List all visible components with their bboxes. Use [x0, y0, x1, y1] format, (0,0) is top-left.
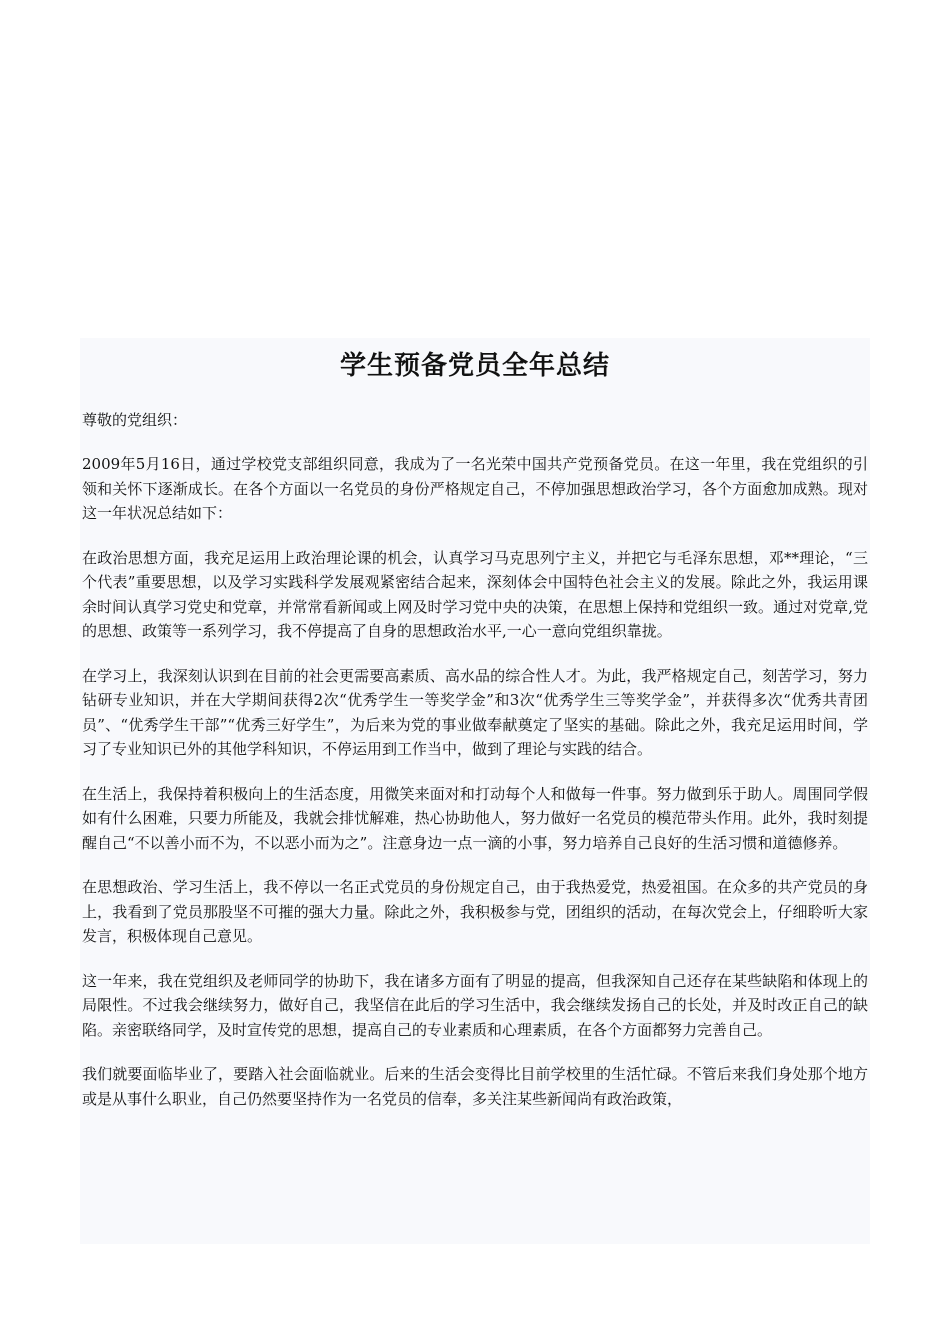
document-content [80, 338, 870, 1244]
paragraph-study: 在学习上，我深刻认识到在目前的社会更需要高素质、高水品的综合性人才。为此，我严格规定自己，刻苦学习，努力钻研专业知识，并在大学期间获得2次“优秀学生一等奖学金”和3次“优秀学生三等奖学金”，并获得多次“优秀共青团员”、“优秀学生干部”“优秀三好学生”，为后来为党的事业做奉献奠定了坚实的基础。除此之外，我充足运用时间，学习了专业知识已外的其他学科知识，不停运用到工作当中，做到了理论与实践的结合。 [82, 666, 868, 758]
document-body [80, 408, 870, 1111]
document-title: 学生预备党员全年总结 [339, 351, 610, 381]
paragraph-life: 在生活上，我保持着积极向上的生活态度，用微笑来面对和打动每个人和做每一件事。努力做到乐于助人。周围同学假如有什么困难，只要力所能及，我就会排忧解难，热心协助他人，努力做好一名党员的模范带头作用。此外，我时刻提醒自己“不以善小而不为，不以恶小而为之”。注意身边一点一滴的小事，努力培养自己良好的生活习惯和道德修养。 [82, 784, 868, 852]
salutation: 尊敬的党组织： [82, 411, 188, 429]
paragraph-intro: 2009年5月16日，通过学校党支部组织同意，我成为了一名光荣中国共产党预备党员。在这一年里，我在党组织的引领和关怀下逐渐成长。在各个方面以一名党员的身份严格规定自己，不停加强思想政治学习，各个方面愈加成熟。现对这一年状况总结如下： [82, 455, 868, 522]
paragraph-graduation: 我们就要面临毕业了，要踏入社会面临就业。后来的生活会变得比目前学校里的生活忙碌。不管后来我们身处那个地方或是从事什么职业，自己仍然要坚持作为一名党员的信奉，多关注某些新闻尚有政治政策， [82, 1065, 868, 1108]
paragraph-political-thought: 在政治思想方面，我充足运用上政治理论课的机会，认真学习马克思列宁主义，并把它与毛泽东思想，邓**理论，“三个代表”重要思想，以及学习实践科学发展观紧密结合起来，深刻体会中国特色社会主义的发展。除此之外，我运用课余时间认真学习党史和党章，并常常看新闻或上网及时学习党中央的决策，在思想上保持和党组织一致。通过对党章,党的思想、政策等一系列学习，我不停提高了自身的思想政治水平,一心一意向党组织靠拢。 [82, 548, 868, 640]
paragraph-ideology-activities: 在思想政治、学习生活上，我不停以一名正式党员的身份规定自己，由于我热爱党，热爱祖国。在众多的共产党员的身上，我看到了党员那股坚不可摧的强大力量。除此之外，我积极参与党，团组织的活动，在每次党会上，仔细聆听大家发言，积极体现自己意见。 [82, 878, 868, 945]
paragraph-self-reflection: 这一年来，我在党组织及老师同学的协助下，我在诸多方面有了明显的提高，但我深知自己还存在某些缺陷和体现上的局限性。不过我会继续努力，做好自己，我坚信在此后的学习生活中，我会继续发扬自己的长处，并及时改正自己的缺陷。亲密联络同学，及时宣传党的思想，提高自己的专业素质和心理素质，在各个方面都努力完善自己。 [82, 971, 868, 1039]
